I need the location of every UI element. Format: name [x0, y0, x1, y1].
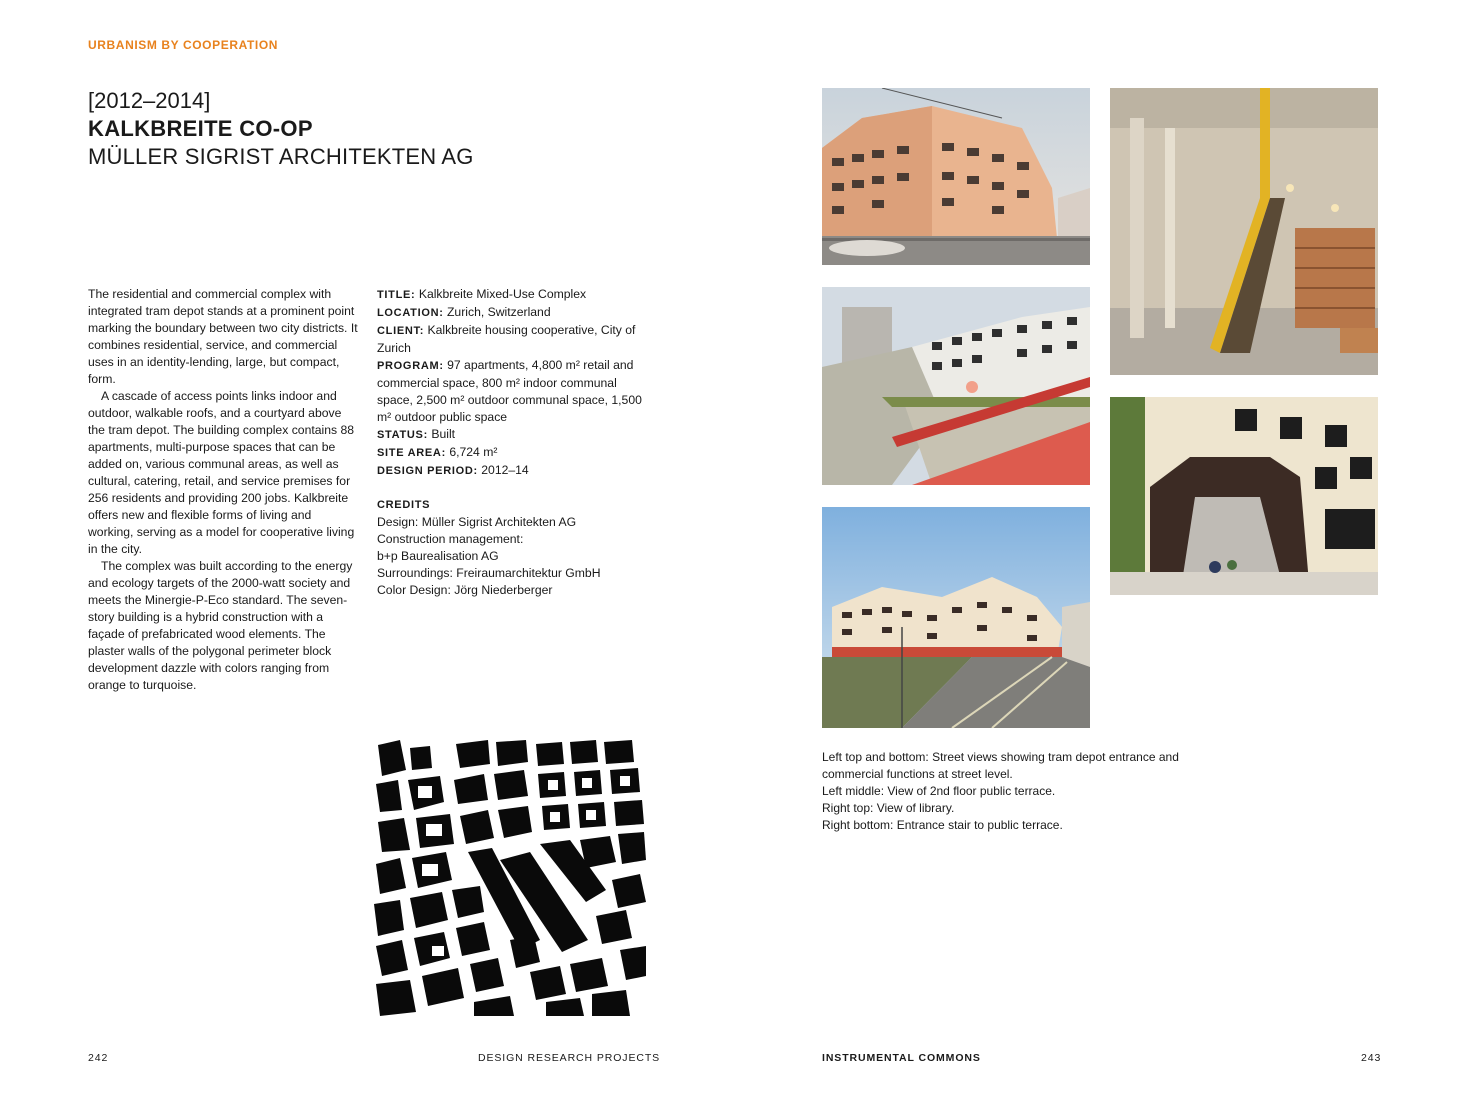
credit-line: Construction management:	[377, 532, 524, 546]
fact-program: PROGRAM: 97 apartments, 4,800 m² retail and commercial space, 800 m² indoor communal space, 2,500 m² outdoor communal space, 1,500 m² outdoor public space	[377, 358, 642, 424]
credit-line: Surroundings: Freiraumarchitektur GmbH	[377, 566, 601, 580]
photo-caption	[822, 749, 1222, 834]
site-plan-figure-ground	[370, 740, 646, 1016]
fact-design-period: DESIGN PERIOD: 2012–14	[377, 463, 529, 477]
photo-street-view-bottom	[822, 507, 1090, 728]
credit-line: b+p Baurealisation AG	[377, 549, 499, 563]
project-title: KALKBREITE CO-OP	[88, 116, 313, 141]
credit-line: Color Design: Jörg Niederberger	[377, 583, 553, 597]
fact-location: LOCATION: Zurich, Switzerland	[377, 305, 551, 319]
project-years: [2012–2014]	[88, 88, 211, 113]
caption-line: commercial functions at street level.	[822, 767, 1013, 781]
caption-line: Left top and bottom: Street views showing tram depot entrance and	[822, 750, 1179, 764]
photo-entrance-stair	[1110, 397, 1378, 595]
description-paragraph: The complex was built according to the energy and ecology targets of the 2000-watt society and meets the Minergie-P-Eco standard. The seven-story building is a hybrid construction with a façade of prefabricated wood elements. The plaster walls of the polygonal perimeter block development dazzle with colors ranging from orange to turquoise.	[88, 559, 353, 692]
fact-title: TITLE: Kalkbreite Mixed-Use Complex	[377, 287, 587, 301]
section-label: URBANISM BY COOPERATION	[88, 38, 279, 52]
page-number-left: 242	[88, 1052, 109, 1064]
caption-line: Right bottom: Entrance stair to public terrace.	[822, 818, 1063, 832]
description-paragraph: The residential and commercial complex with integrated tram depot stands at a prominent point marking the boundary between two city districts. It combines residential, service, and commercial uses in an identity-lending, large, but compact, form.	[88, 287, 358, 386]
project-description	[88, 286, 358, 694]
photo-terrace	[822, 287, 1090, 485]
credits-heading: CREDITS	[377, 499, 431, 511]
fact-site-area: SITE AREA: 6,724 m²	[377, 445, 498, 459]
page-number-right: 243	[1361, 1052, 1382, 1064]
project-architect: MÜLLER SIGRIST ARCHITEKTEN AG	[88, 144, 474, 169]
photo-street-view-top	[822, 88, 1090, 265]
running-footer-right: INSTRUMENTAL COMMONS	[822, 1052, 981, 1064]
fact-status: STATUS: Built	[377, 427, 456, 441]
running-footer-left: DESIGN RESEARCH PROJECTS	[478, 1052, 661, 1064]
credit-line: Design: Müller Sigrist Architekten AG	[377, 515, 577, 529]
fact-client: CLIENT: Kalkbreite housing cooperative, City of Zurich	[377, 323, 636, 355]
caption-line: Right top: View of library.	[822, 801, 955, 815]
project-facts	[377, 286, 647, 599]
photo-library	[1110, 88, 1378, 375]
caption-line: Left middle: View of 2nd floor public terrace.	[822, 784, 1056, 798]
description-paragraph: A cascade of access points links indoor and outdoor, walkable roofs, and a courtyard above the tram depot. The building complex contains 88 apartments, multi-purpose spaces that can be added on, various communal areas, as well as cultural, catering, retail, and service premises for 256 residents and providing 200 jobs. Kalkbreite offers new and flexible forms of living and working, serving as a model for cooperative living in the city.	[88, 389, 355, 556]
